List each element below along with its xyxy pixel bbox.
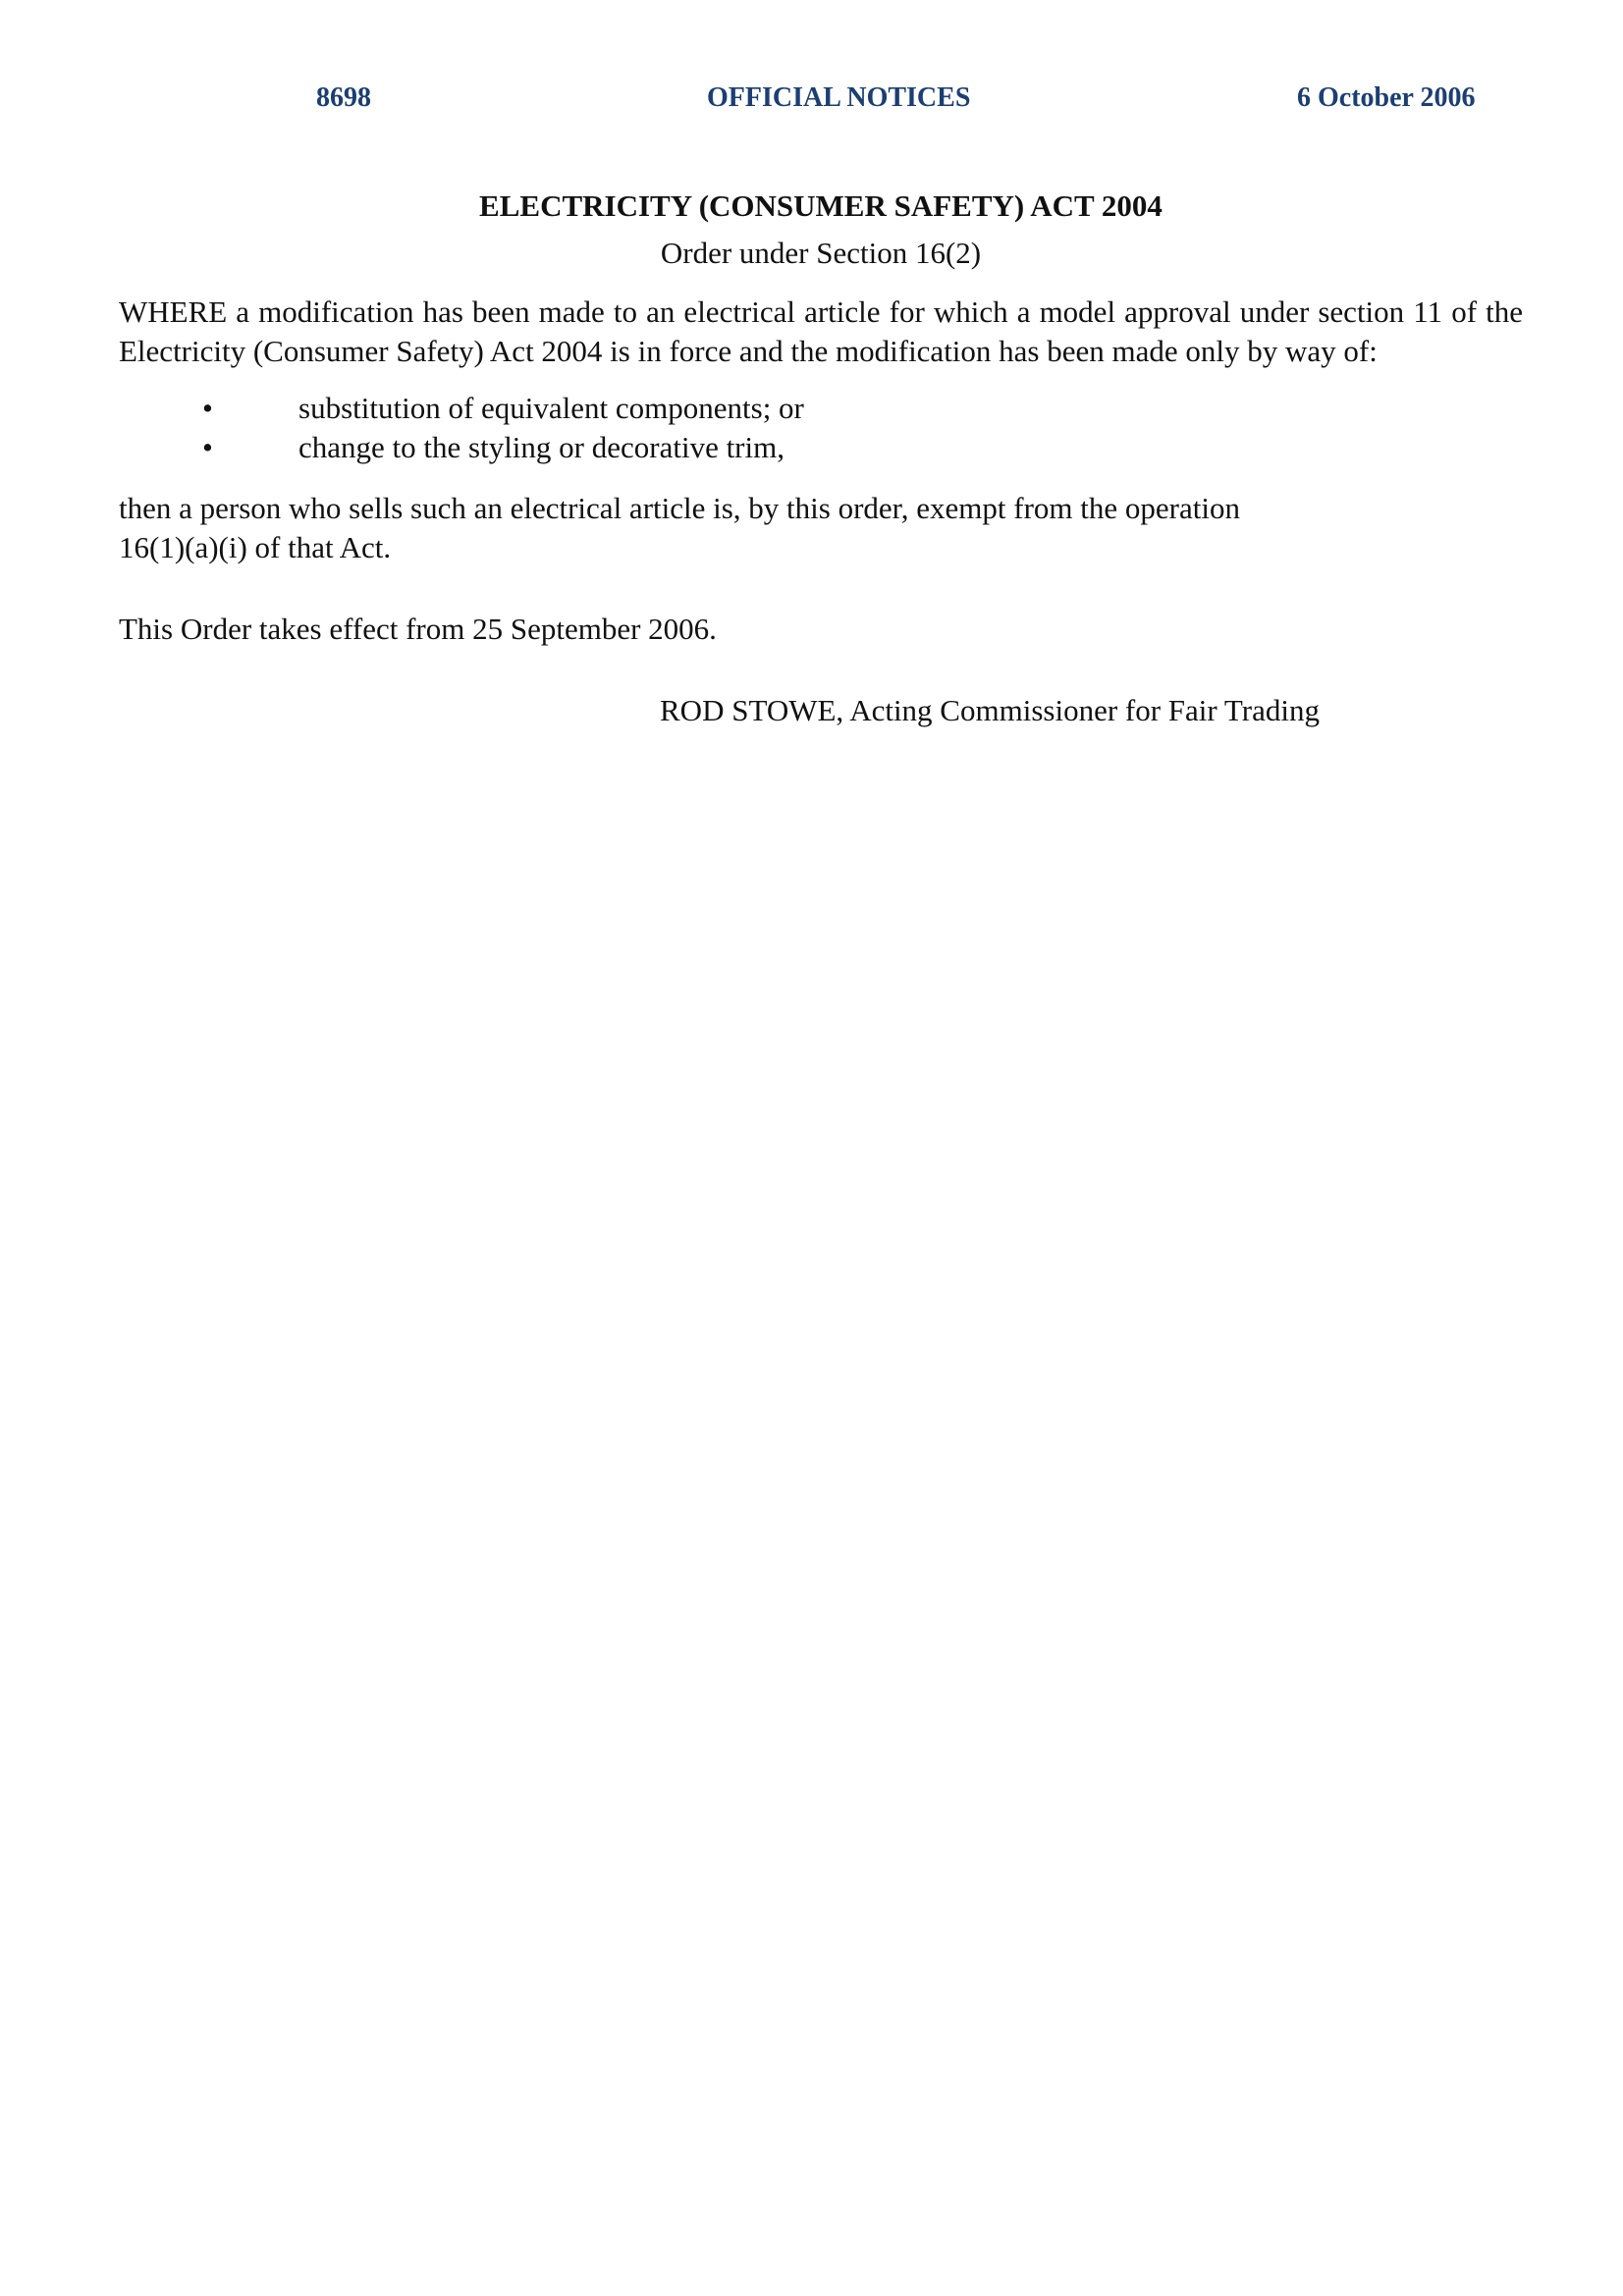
modification-list bbox=[119, 389, 1523, 467]
issue-date: 6 October 2006 bbox=[1297, 82, 1476, 113]
bullet-icon: • bbox=[202, 391, 213, 425]
notice-subtitle: Order under Section 16(2) bbox=[660, 236, 982, 270]
signature-line: ROD STOWE, Acting Commissioner for Fair Trading bbox=[660, 693, 1320, 727]
notice bbox=[119, 187, 1523, 730]
list-item-text: substitution of equivalent components; or bbox=[298, 391, 804, 425]
list-item bbox=[119, 389, 1523, 428]
effective-date-paragraph: This Order takes effect from 25 September 2006. bbox=[119, 612, 717, 646]
section-title: OFFICIAL NOTICES bbox=[707, 82, 971, 113]
bullet-icon: • bbox=[202, 430, 213, 464]
notice-title: ELECTRICITY (CONSUMER SAFETY) ACT 2004 bbox=[479, 188, 1163, 223]
running-header bbox=[0, 82, 1623, 122]
operative-paragraph bbox=[119, 489, 1376, 567]
list-item-text: change to the styling or decorative trim, bbox=[298, 430, 784, 464]
preamble-paragraph: WHERE a modification has been made to an electrical article for which a model approval under section 11 of the Electricity (Consumer Safety) Act 2004 is in force and the modification has been made only by way of: bbox=[119, 294, 1523, 368]
page-number: 8698 bbox=[316, 82, 371, 113]
operative-line-2: 16(1)(a)(i) of that Act. bbox=[119, 530, 392, 564]
operative-line-1: then a person who sells such an electrical article is, by this order, exempt from the operation bbox=[119, 491, 1240, 525]
list-item bbox=[119, 428, 1523, 467]
